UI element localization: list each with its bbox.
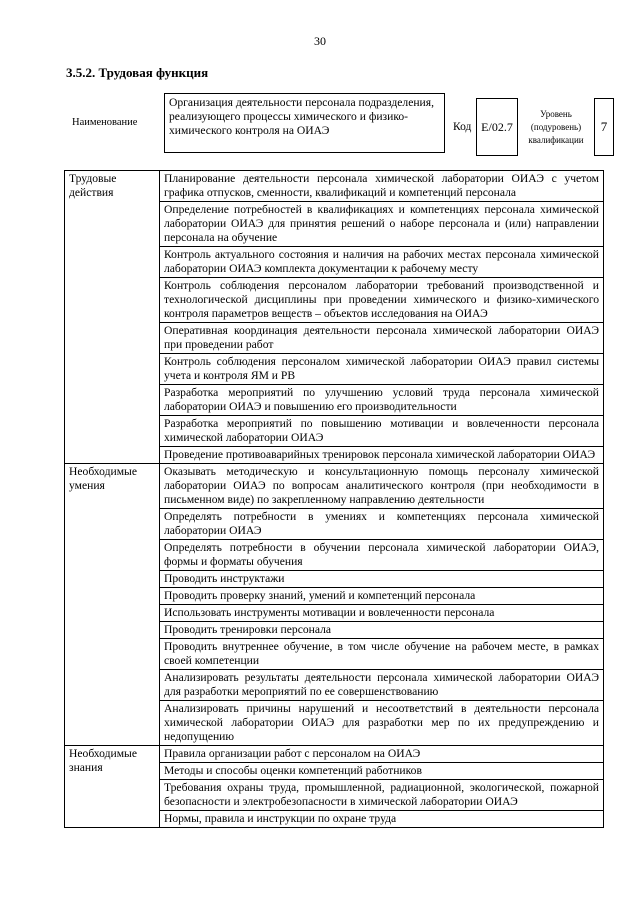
table-row [65, 746, 604, 763]
table-cell: Разработка мероприятий по повышению мотивации и вовлеченности персонала химической лаборатории ОИАЭ [160, 416, 604, 447]
code-value-box [476, 98, 518, 156]
table-cell: Проведение противоаварийных тренировок персонала химической лаборатории ОИАЭ [160, 447, 604, 464]
page-number: 30 [314, 34, 326, 48]
table-cell: Проводить инструктажи [160, 571, 604, 588]
table-cell: Методы и способы оценки компетенций работников [160, 763, 604, 780]
table-cell: Нормы, правила и инструкции по охране труда [160, 811, 604, 828]
level-value-box [594, 98, 614, 156]
table-cell: Анализировать причины нарушений и несоответствий в деятельности персонала химической лаборатории ОИАЭ для разработки мер по их предупреждению и недопущению [160, 701, 604, 746]
group-title-required-skills: Необходимые умения [65, 464, 160, 746]
code-label: Код [453, 121, 472, 133]
code-value: E/02.7 [481, 119, 513, 134]
table-cell: Проводить тренировки персонала [160, 622, 604, 639]
table-cell: Контроль соблюдения персоналом лаборатории требований производственной и технологической дисциплины при проведении химического и физико-химического контроля параметров веществ – объектов исследования на ОИАЭ [160, 278, 604, 323]
table-cell: Анализировать результаты деятельности персонала химической лаборатории ОИАЭ для разработки мероприятий по ее совершенствованию [160, 670, 604, 701]
name-label: Наименование [72, 117, 138, 128]
table-cell: Разработка мероприятий по улучшению условий труда персонала химической лаборатории ОИАЭ и повышению его производительности [160, 385, 604, 416]
name-value-box: Организация деятельности персонала подразделения, реализующего процессы химического и физико-химического контроля на ОИАЭ [164, 93, 445, 153]
table-cell: Планирование деятельности персонала химической лаборатории ОИАЭ с учетом графика отпусков, сменности, квалификаций и компетенций персонала [160, 171, 604, 202]
table-cell: Требования охраны труда, промышленной, радиационной, экологической, пожарной безопасности и электробезопасности в химической лаборатории ОИАЭ [160, 780, 604, 811]
table-cell: Оказывать методическую и консультационную помощь персоналу химической лаборатории ОИАЭ по вопросам аналитического контроля (при необходимости в письменном виде) по закрепленному направлению деятельности [160, 464, 604, 509]
table-cell: Проводить внутреннее обучение, в том числе обучение на рабочем месте, в рамках своей компетенции [160, 639, 604, 670]
table-cell: Правила организации работ с персоналом на ОИАЭ [160, 746, 604, 763]
group-title-required-knowledge: Необходимые знания [65, 746, 160, 828]
labor-function-table [64, 170, 604, 828]
table-cell: Определять потребности в умениях и компетенциях персонала химической лаборатории ОИАЭ [160, 509, 604, 540]
table-cell: Определение потребностей в квалификациях и компетенциях персонала химической лаборатории ОИАЭ для принятия решений о наборе персонала и (или) направлении персонала на обучение [160, 202, 604, 247]
table-cell: Определять потребности в обучении персонала химической лаборатории ОИАЭ, формы и форматы обучения [160, 540, 604, 571]
section-title: 3.5.2. Трудовая функция [66, 65, 209, 80]
table-cell: Контроль соблюдения персоналом химической лаборатории ОИАЭ правил системы учета и контроля ЯМ и РВ [160, 354, 604, 385]
level-value: 7 [600, 119, 608, 134]
level-label: Уровень (подуровень) квалификации [528, 109, 584, 145]
table-cell: Использовать инструменты мотивации и вовлеченности персонала [160, 605, 604, 622]
group-title-labor-actions: Трудовые действия [65, 171, 160, 464]
table-row [65, 464, 604, 509]
table-cell: Проводить проверку знаний, умений и компетенций персонала [160, 588, 604, 605]
table-cell: Оперативная координация деятельности персонала химической лаборатории ОИАЭ при проведении работ [160, 323, 604, 354]
table-cell: Контроль актуального состояния и наличия на рабочих местах персонала химической лаборатории ОИАЭ комплекта документации к рабочему месту [160, 247, 604, 278]
table-row [65, 171, 604, 202]
